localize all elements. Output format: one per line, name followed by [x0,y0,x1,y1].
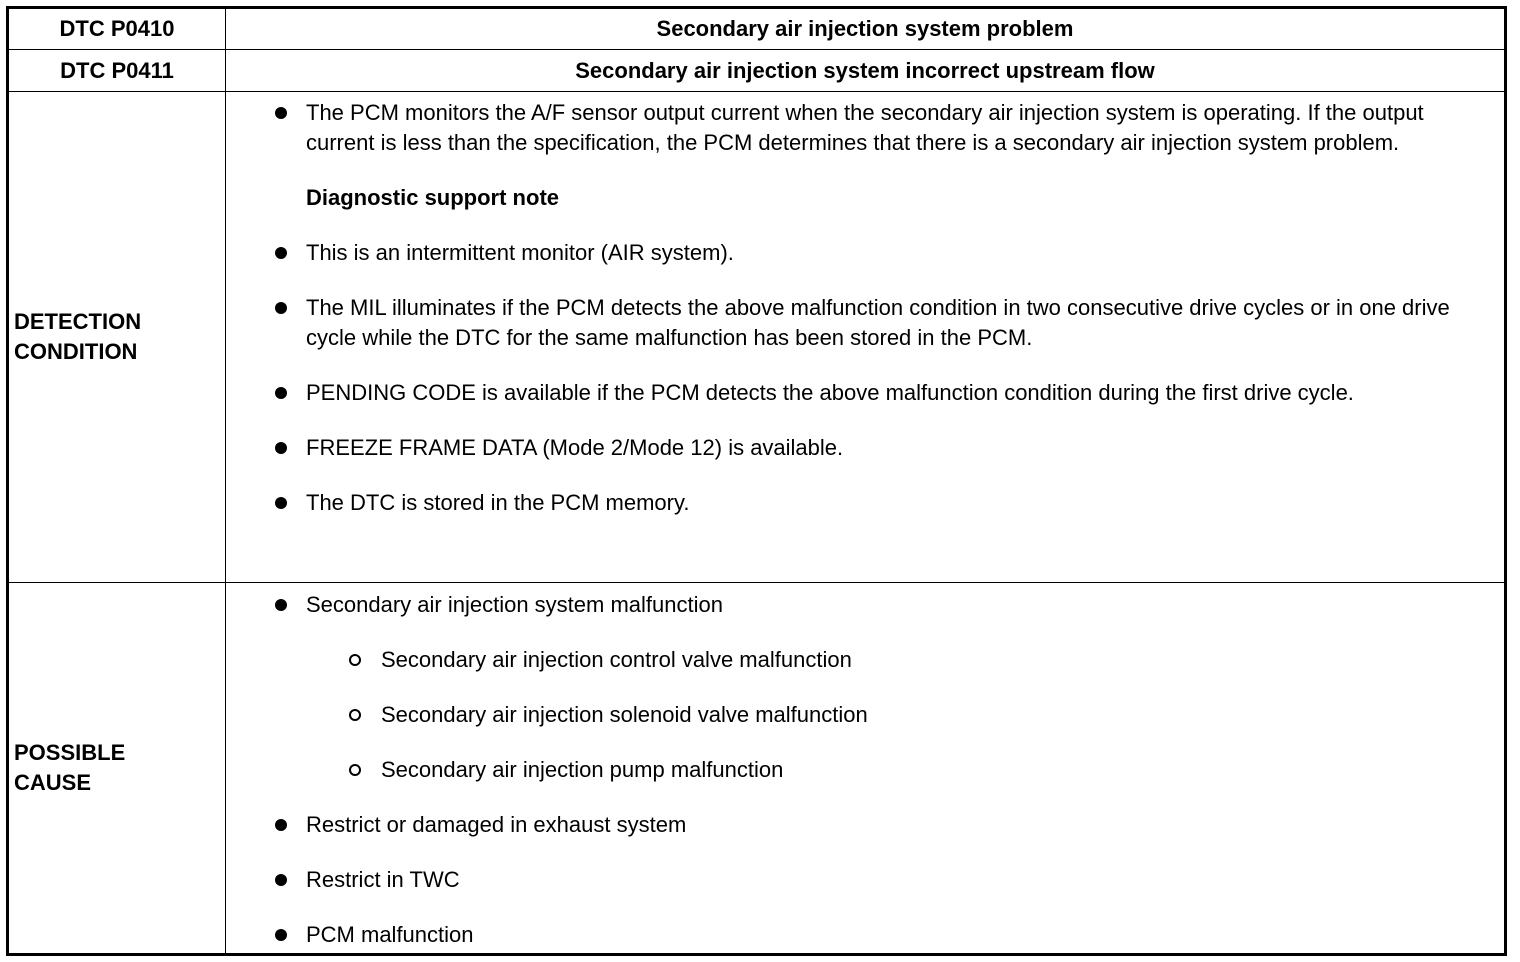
detection-condition-label [8,92,226,583]
label-line: CONDITION [14,338,138,364]
bullet-ring-icon [349,709,361,721]
sub-list-item [226,700,1504,730]
sub-bullet-text: Secondary air injection solenoid valve malfunction [381,701,868,727]
diagnostic-support-note-heading: Diagnostic support note [306,185,559,211]
bullet-dot-icon [275,599,287,611]
list-item [226,378,1504,408]
bullet-ring-icon [349,764,361,776]
list-item [226,920,1504,950]
dtc-table [6,6,1507,956]
detection-condition-content [226,92,1506,583]
list-item [226,238,1504,268]
bullet-text: PENDING CODE is available if the PCM detects the above malfunction condition during the first drive cycle. [306,380,1354,406]
bullet-text: PCM malfunction [306,921,474,947]
bullet-ring-icon [349,654,361,666]
bullet-text: This is an intermittent monitor (AIR system). [306,240,734,266]
possible-cause-content [226,582,1506,954]
sub-bullet-text: Secondary air injection control valve malfunction [381,646,852,672]
bullet-text: The DTC is stored in the PCM memory. [306,490,690,516]
dtc-description-cell: Secondary air injection system problem [226,8,1506,50]
sub-list-item [226,755,1504,785]
label-line: POSSIBLE [14,739,126,765]
bullet-dot-icon [275,874,287,886]
list-item [226,98,1504,158]
possible-cause-row [8,582,1506,954]
bullet-text: Secondary air injection system malfunction [306,591,723,617]
label-line: DETECTION [14,308,142,334]
possible-cause-label [8,582,226,954]
bullet-text: The MIL illuminates if the PCM detects the above malfunction condition in two consecutive drive cycles or in one drive cycle while the DTC for the same malfunction has been stored in the PCM. [306,295,1450,351]
bullet-text: FREEZE FRAME DATA (Mode 2/Mode 12) is available. [306,435,844,461]
bullet-dot-icon [275,497,287,509]
header-row-p0410 [8,8,1506,50]
sub-list-item [226,645,1504,675]
list-item [226,590,1504,620]
bullet-dot-icon [275,107,287,119]
bullet-text: Restrict in TWC [306,866,460,892]
list-item [226,488,1504,518]
list-item [226,810,1504,840]
bullet-dot-icon [275,387,287,399]
detection-condition-row [8,92,1506,583]
dtc-code-cell: DTC P0411 [8,50,226,92]
bullet-dot-icon [275,819,287,831]
sub-bullet-text: Secondary air injection pump malfunction [381,756,784,782]
dtc-code-cell: DTC P0410 [8,8,226,50]
list-item [226,293,1504,353]
bullet-text: The PCM monitors the A/F sensor output current when the secondary air injection system is operating. If the output current is less than the specification, the PCM determines that there is a secondary air injection system problem. [306,100,1424,156]
bullet-text: Restrict or damaged in exhaust system [306,811,687,837]
list-item [226,433,1504,463]
list-item [226,865,1504,895]
header-row-p0411 [8,50,1506,92]
bullet-dot-icon [275,247,287,259]
bullet-dot-icon [275,302,287,314]
bullet-dot-icon [275,442,287,454]
bullet-dot-icon [275,929,287,941]
label-line: CAUSE [14,769,92,795]
dtc-description-cell: Secondary air injection system incorrect upstream flow [226,50,1506,92]
